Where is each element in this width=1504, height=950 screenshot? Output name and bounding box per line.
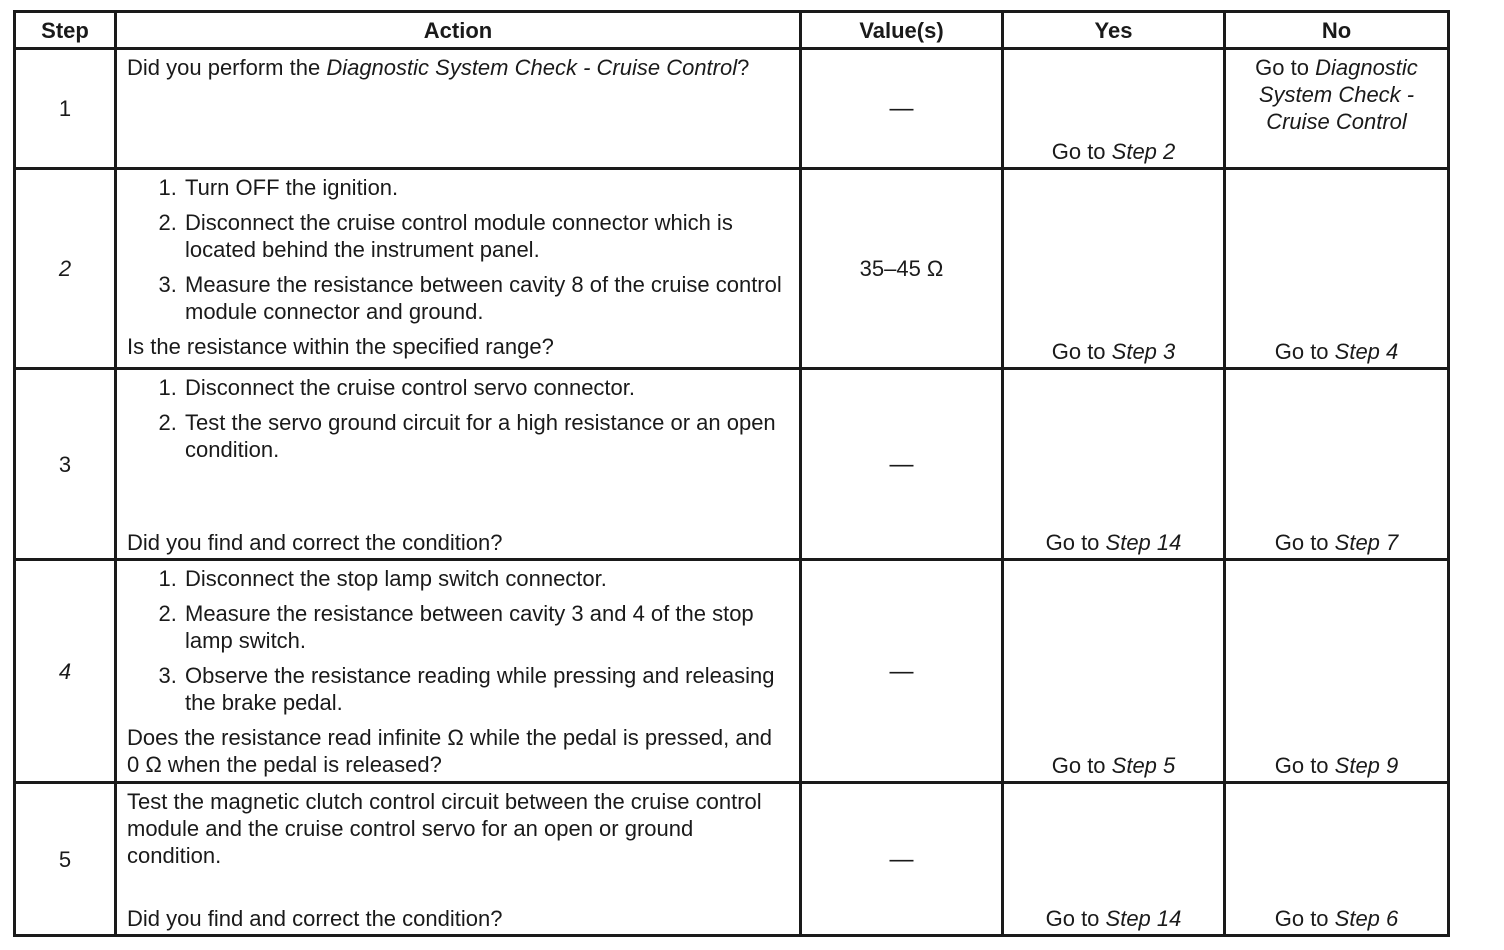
step-number: 5 [15, 783, 116, 936]
header-no: No [1225, 12, 1449, 49]
header-row [15, 12, 1449, 49]
header-step: Step [15, 12, 116, 49]
yes-cell [1003, 49, 1225, 169]
action-cell [116, 169, 801, 369]
step-number: 1 [15, 49, 116, 169]
no-cell [1225, 560, 1449, 783]
value-cell [801, 49, 1003, 169]
action-reference-link[interactable]: Diagnostic System Check - Cruise Control [326, 55, 738, 80]
action-steps-list [127, 374, 789, 471]
action-question: Did you find and correct the condition? [127, 906, 503, 931]
yes-cell [1003, 169, 1225, 369]
action-step-item: 1. Turn OFF the ignition. [183, 174, 789, 201]
action-text-suffix: ? [737, 55, 750, 80]
action-cell [116, 783, 801, 936]
table-row-step-5 [15, 783, 1449, 936]
yes-cell [1003, 560, 1225, 783]
action-step-item: 2. Measure the resistance between cavity 3 and 4 of the stop lamp switch. [183, 600, 789, 654]
yes-prefix: Go to [1051, 139, 1112, 164]
no-prefix: Go to [1255, 55, 1316, 80]
yes-link[interactable]: Step 14 [1105, 906, 1182, 931]
yes-link[interactable]: Step 5 [1111, 753, 1176, 778]
value-text: — [889, 657, 914, 685]
yes-cell [1003, 369, 1225, 560]
no-cell [1225, 169, 1449, 369]
value-cell [801, 560, 1003, 783]
header-action: Action [116, 12, 801, 49]
action-step-item: 3. Observe the resistance reading while pressing and releasing the brake pedal. [183, 662, 789, 716]
no-prefix: Go to [1274, 339, 1335, 364]
value-text: — [889, 450, 914, 478]
no-cell [1225, 783, 1449, 936]
yes-prefix: Go to [1051, 339, 1112, 364]
action-text: Did you perform the [127, 55, 327, 80]
header-yes: Yes [1003, 12, 1225, 49]
value-cell [801, 169, 1003, 369]
yes-link[interactable]: Step 2 [1111, 139, 1176, 164]
yes-prefix: Go to [1045, 906, 1106, 931]
action-step-item: 3. Measure the resistance between cavity 8 of the cruise control module connector and ground. [183, 271, 789, 325]
action-question: Is the resistance within the specified range? [127, 334, 554, 359]
no-link[interactable]: Step 9 [1334, 753, 1399, 778]
action-step-item: 1. Disconnect the cruise control servo connector. [183, 374, 789, 401]
action-step-item: 2. Test the servo ground circuit for a high resistance or an open condition. [183, 409, 789, 463]
no-cell [1225, 49, 1449, 169]
no-link[interactable]: Step 6 [1334, 906, 1399, 931]
value-text: — [889, 845, 914, 873]
diagnostic-table [13, 10, 1450, 937]
action-question: Did you find and correct the condition? [127, 530, 503, 555]
action-cell-content [127, 374, 789, 556]
value-text: — [889, 95, 914, 122]
action-cell [116, 560, 801, 783]
no-prefix: Go to [1274, 753, 1335, 778]
no-cell [1225, 369, 1449, 560]
yes-link[interactable]: Step 3 [1111, 339, 1176, 364]
value-cell [801, 783, 1003, 936]
no-prefix: Go to [1274, 530, 1335, 555]
action-cell [116, 369, 801, 560]
yes-link[interactable]: Step 14 [1105, 530, 1182, 555]
table-row-step-4 [15, 560, 1449, 783]
action-steps-list [127, 565, 789, 716]
no-link[interactable]: Step 4 [1334, 339, 1399, 364]
step-number: 2 [15, 169, 116, 369]
action-question: Does the resistance read infinite Ω while the pedal is pressed, and 0 Ω when the pedal is released? [127, 725, 773, 777]
no-link[interactable]: Diagnostic System Check - Cruise Control [1258, 55, 1418, 134]
header-values: Value(s) [801, 12, 1003, 49]
table-row-step-2 [15, 169, 1449, 369]
step-number: 3 [15, 369, 116, 560]
no-link[interactable]: Step 7 [1334, 530, 1399, 555]
table-row-step-1 [15, 49, 1449, 169]
value-cell [801, 369, 1003, 560]
no-prefix: Go to [1274, 906, 1335, 931]
step-number: 4 [15, 560, 116, 783]
action-cell-content [127, 788, 789, 932]
action-steps-list [127, 174, 789, 325]
action-step-item: 1. Disconnect the stop lamp switch connector. [183, 565, 789, 592]
action-cell [116, 49, 801, 169]
action-text: Test the magnetic clutch control circuit between the cruise control module and the cruise control servo for an open or ground condition. [127, 789, 762, 868]
table-row-step-3 [15, 369, 1449, 560]
yes-prefix: Go to [1045, 530, 1106, 555]
yes-prefix: Go to [1051, 753, 1112, 778]
value-text: 35–45 Ω [859, 256, 944, 281]
action-step-item: 2. Disconnect the cruise control module connector which is located behind the instrument panel. [183, 209, 789, 263]
yes-cell [1003, 783, 1225, 936]
